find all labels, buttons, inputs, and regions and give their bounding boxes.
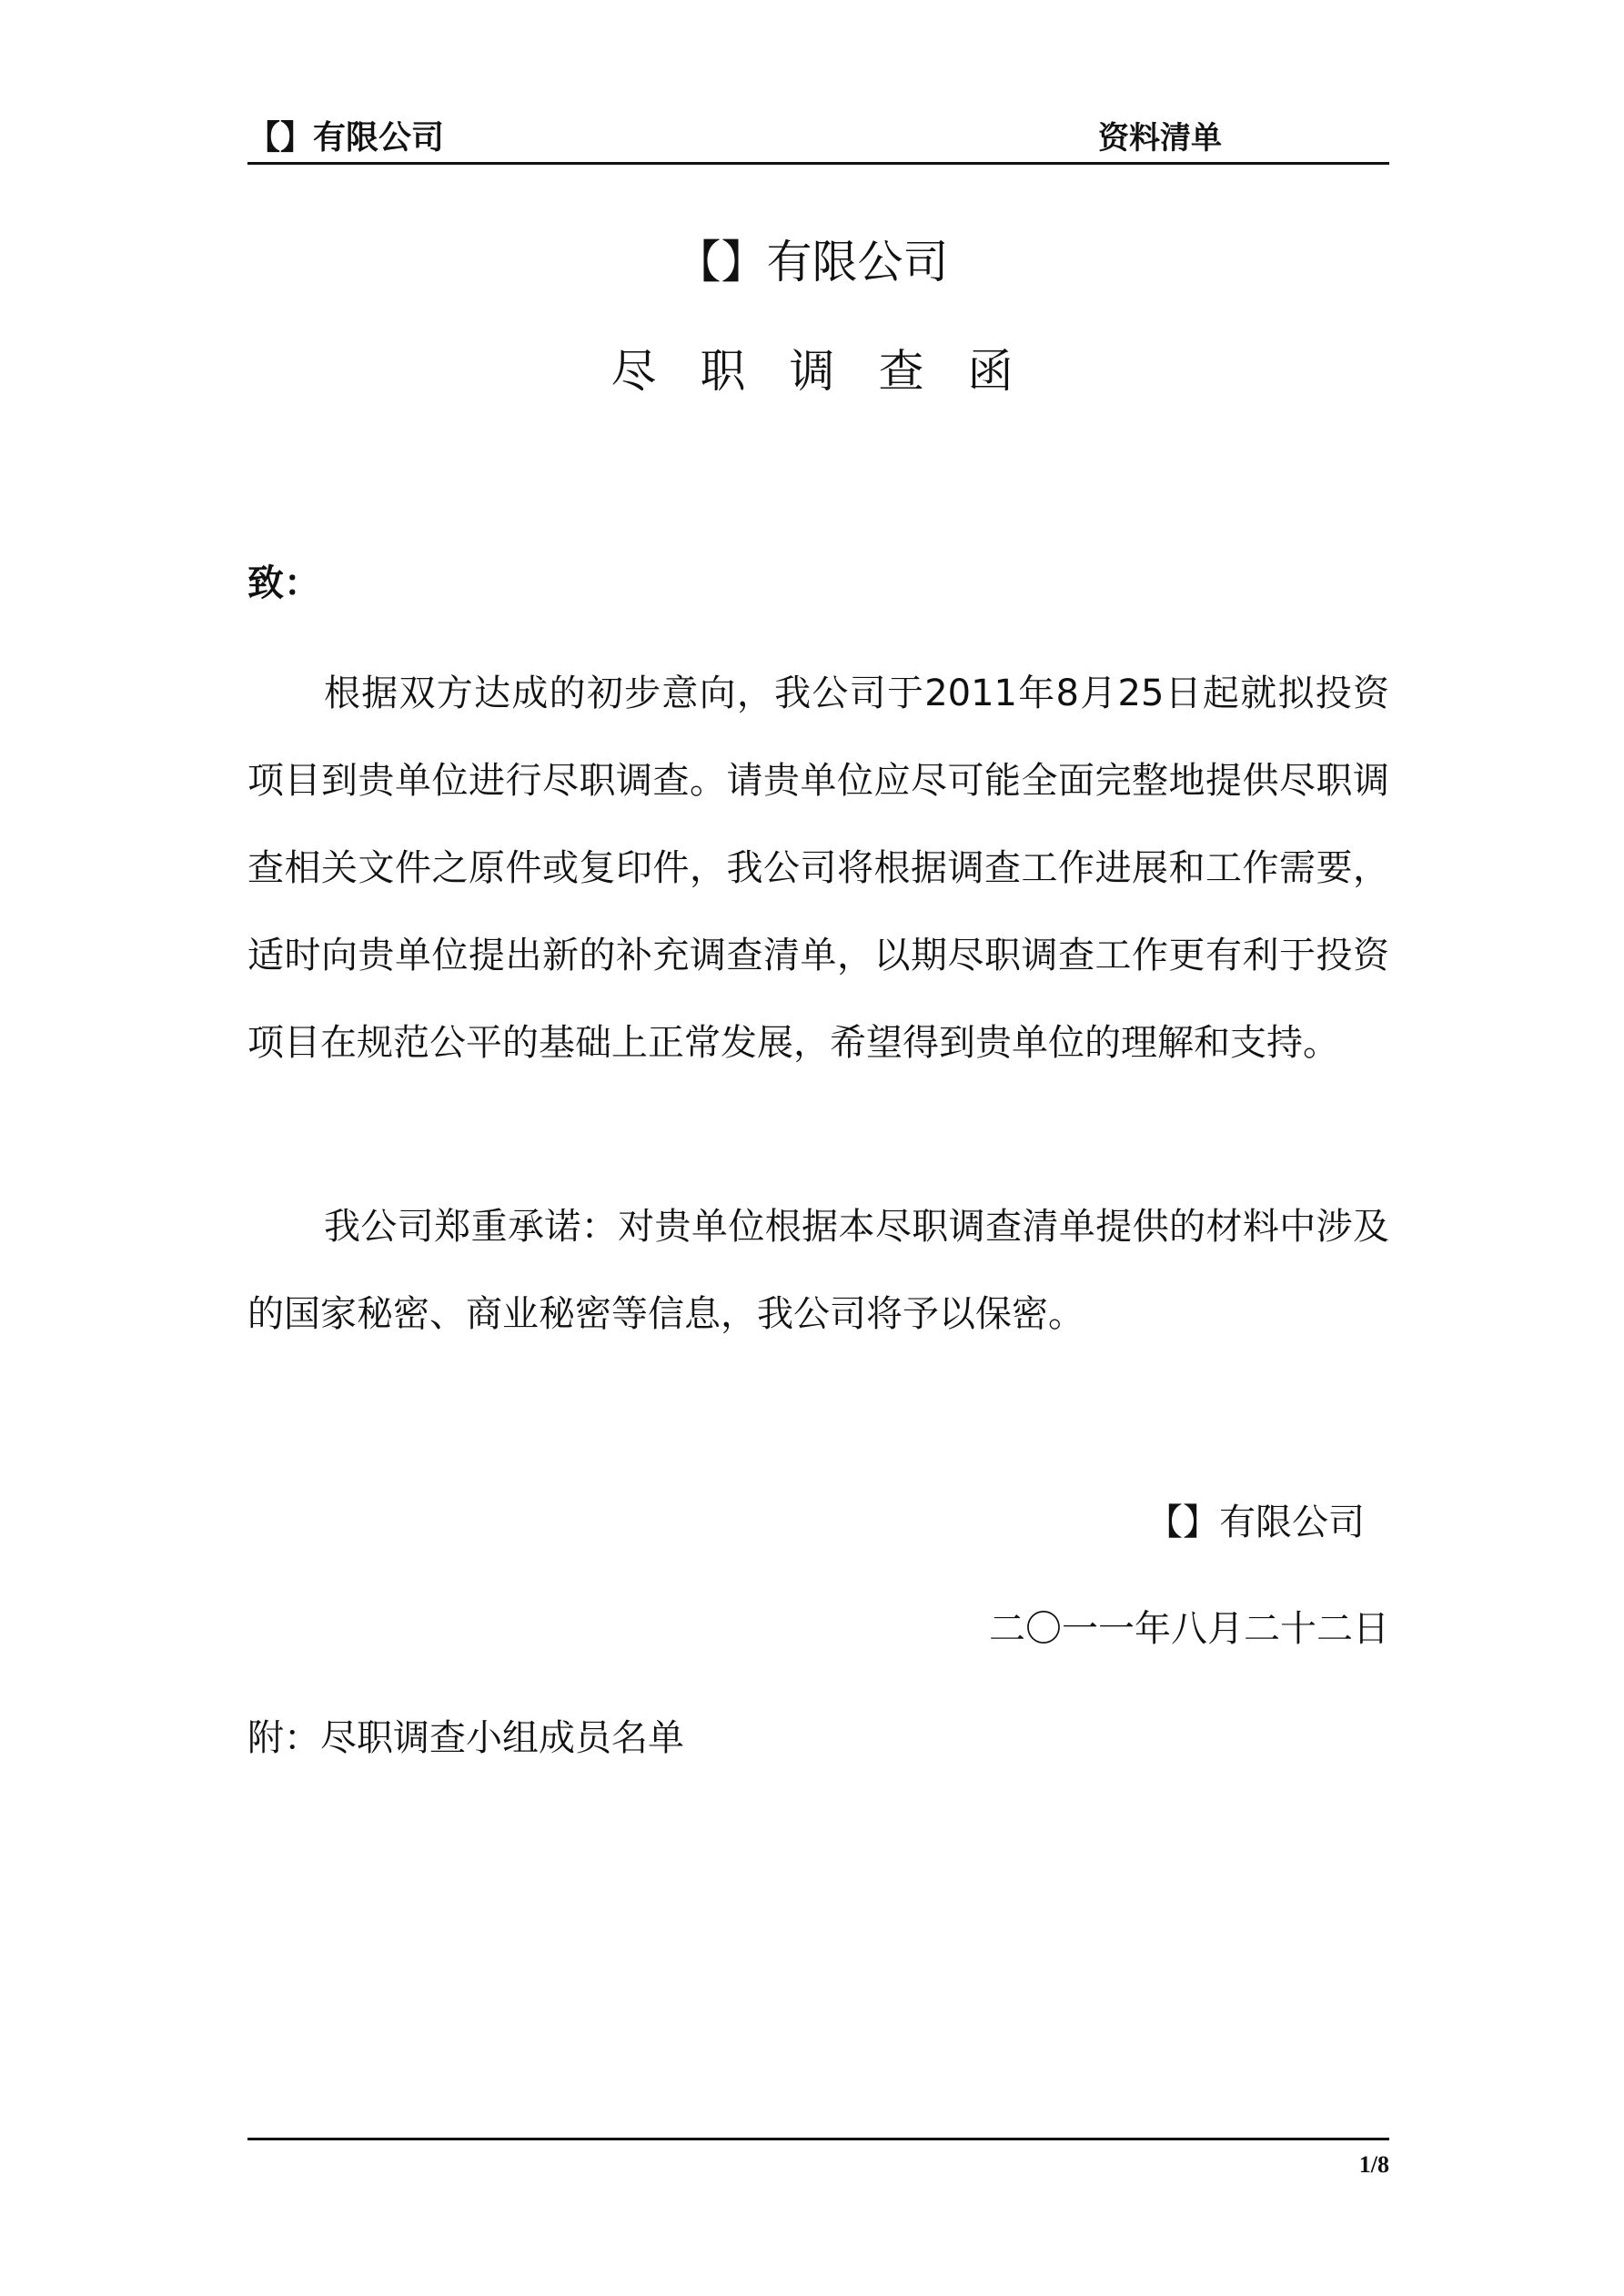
- attachment-note: 附：尽职调查小组成员名单: [247, 1717, 684, 1759]
- body-paragraph-2: 我公司郑重承诺：对贵单位根据本尽职调查清单提供的材料中涉及的国家秘密、商业秘密等信息，我公司将予以保密。: [247, 1206, 1389, 1335]
- header-section: 资料清单: [1098, 120, 1222, 157]
- footer-divider: [247, 2138, 1389, 2140]
- page-header: [247, 118, 1389, 165]
- header-company: 【】有限公司: [247, 119, 445, 157]
- body-paragraph-1: 根据双方达成的初步意向，我公司于2011年8月25日起就拟投资项目到贵单位进行尽职调查。请贵单位应尽可能全面完整地提供尽职调查相关文件之原件或复印件，我公司将根据调查工作进展和工作需要，适时向贵单位提出新的补充调查清单，以期尽职调查工作更有利于投资项目在规范公平的基础上正常发展，希望得到贵单位的理解和支持。: [247, 673, 1389, 1064]
- signature-company: 【】有限公司: [1146, 1502, 1365, 1543]
- title-company: 【】有限公司: [675, 236, 949, 288]
- salutation: 致：: [247, 562, 320, 604]
- page-number: 1/8: [1358, 2151, 1389, 2178]
- signature-date: 二〇一一年八月二十二日: [989, 1608, 1389, 1650]
- document-title: 尽职调查函: [610, 345, 1057, 398]
